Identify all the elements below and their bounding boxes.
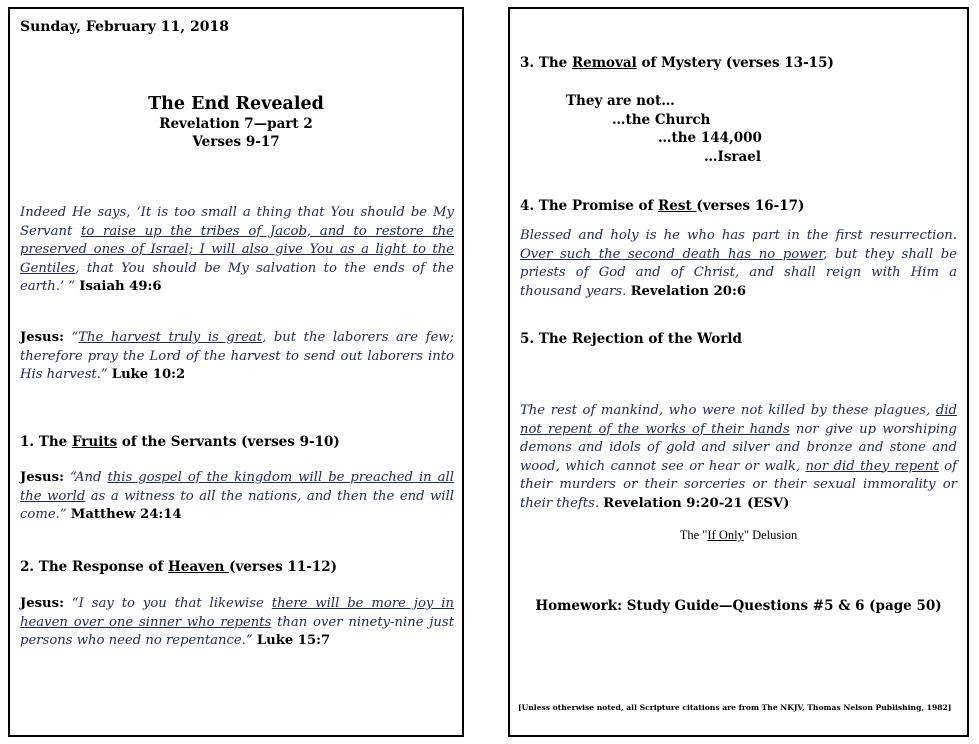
heading-text: (verses 11-12) [229, 559, 338, 575]
delusion-line [510, 528, 967, 543]
quote-underlined: did not repent of the works of their hands [520, 403, 957, 437]
quote-text: “And [69, 470, 108, 485]
not-list-item: …the Church [612, 111, 711, 128]
delusion-text: The " [679, 528, 708, 542]
quote-text: than over ninety-nine just persons who need no repentance.” [20, 614, 454, 648]
homework: Homework: Study Guide—Questions #5 & 6 (page 50) [535, 598, 942, 614]
quote-text: Blessed and holy is he who has part in the first resurrection. [520, 228, 957, 243]
quote-text: , but they shall be priests of God and of Christ, and shall reign with Him a thousand years. [520, 246, 957, 299]
quote-text: Indeed He says, ‘It is too small a thing that You should be My Servant [20, 205, 454, 239]
heading-text: of the Servants (verses 9-10) [117, 434, 340, 450]
quote-text: “I say to you that likewise [71, 596, 272, 611]
quote-text: nor give up worshiping demons and idols of gold and silver and bronze and stone and wood, which cannot see or hear or walk, [520, 421, 957, 474]
quote-underlined: Over such the second death has no power [520, 246, 824, 262]
speaker-label: Jesus: [20, 596, 64, 611]
section-2-heading [20, 559, 337, 575]
heading-text: 4. The Promise of [520, 198, 659, 214]
delusion-underlined: If Only [707, 528, 744, 542]
subtitle: Revelation 7—part 2 [159, 116, 313, 132]
quote-underlined: there will be more joy in heaven over one sinner who repents [20, 596, 454, 630]
heading-text: of Mystery (verses 13-15) [636, 55, 834, 71]
heading-underlined: Heaven [168, 559, 230, 575]
quote-isaiah [20, 204, 454, 297]
not-list [566, 92, 762, 166]
quote-underlined: nor did they repent [805, 458, 939, 474]
quote-underlined: to raise up the tribes of Jacob, and to restore the preserved ones of Israel; I will also give You as a light to the Gentiles [20, 223, 454, 276]
heading-text: 3. The [520, 55, 572, 71]
right-page [508, 7, 969, 737]
scripture-reference: Matthew 24:14 [70, 507, 182, 522]
heading-underlined: Removal [571, 55, 637, 71]
quote-underlined: this gospel of the kingdom will be preached in all the world [20, 470, 454, 504]
quote-matthew [20, 469, 454, 525]
speaker-label: Jesus: [20, 330, 64, 345]
left-page [8, 7, 464, 737]
section-5-heading: 5. The Rejection of the World [520, 331, 742, 347]
scripture-reference: Isaiah 49:6 [79, 279, 162, 294]
heading-text: 1. The [20, 434, 72, 450]
quote-luke-10 [20, 329, 454, 385]
quote-text: of their murders or their sorceries or their sexual immorality or their thefts. [520, 458, 957, 511]
quote-revelation-20 [520, 227, 957, 301]
quote-underlined: The harvest truly is great [78, 330, 263, 345]
heading-text: (verses 16-17) [696, 198, 805, 214]
scripture-reference: Luke 15:7 [256, 633, 331, 648]
heading-underlined: Rest [658, 198, 697, 214]
scripture-reference: Revelation 20:6 [630, 283, 747, 299]
not-list-item: …Israel [704, 148, 761, 165]
section-1-heading [20, 434, 340, 450]
section-3-heading [520, 55, 834, 71]
section-4-heading [520, 198, 804, 214]
scripture-reference: Luke 10:2 [111, 367, 186, 382]
quote-text: The rest of mankind, who were not killed by these plagues, [520, 403, 936, 418]
not-list-item: …the 144,000 [658, 130, 762, 146]
speaker-label: Jesus: [20, 470, 64, 485]
heading-text: 2. The Response of [20, 559, 169, 575]
quote-text: , but the laborers are few; therefore pray the Lord of the harvest to send out laborers into His harvest.” [20, 330, 454, 382]
quote-text: “ [71, 330, 79, 345]
quote-luke-15 [20, 595, 454, 651]
not-list-item: They are not… [566, 93, 675, 109]
quote-text: , that You should be My salvation to the ends of the earth.’ ” [20, 260, 454, 294]
scripture-reference: Revelation 9:20-21 (ESV) [603, 495, 790, 511]
date: Sunday, February 11, 2018 [20, 19, 229, 35]
title-block [10, 93, 462, 151]
verses-line: Verses 9-17 [192, 134, 280, 150]
heading-underlined: Fruits [71, 434, 118, 450]
quote-text: as a witness to all the nations, and then the end will come.” [20, 488, 455, 522]
quote-revelation-9 [520, 402, 957, 513]
page-title: The End Revealed [148, 94, 324, 114]
delusion-text: " Delusion [743, 528, 798, 542]
footnote: [Unless otherwise noted, all Scripture citations are from The NKJV, Thomas Nelson Publishing, 1982] [518, 703, 952, 712]
